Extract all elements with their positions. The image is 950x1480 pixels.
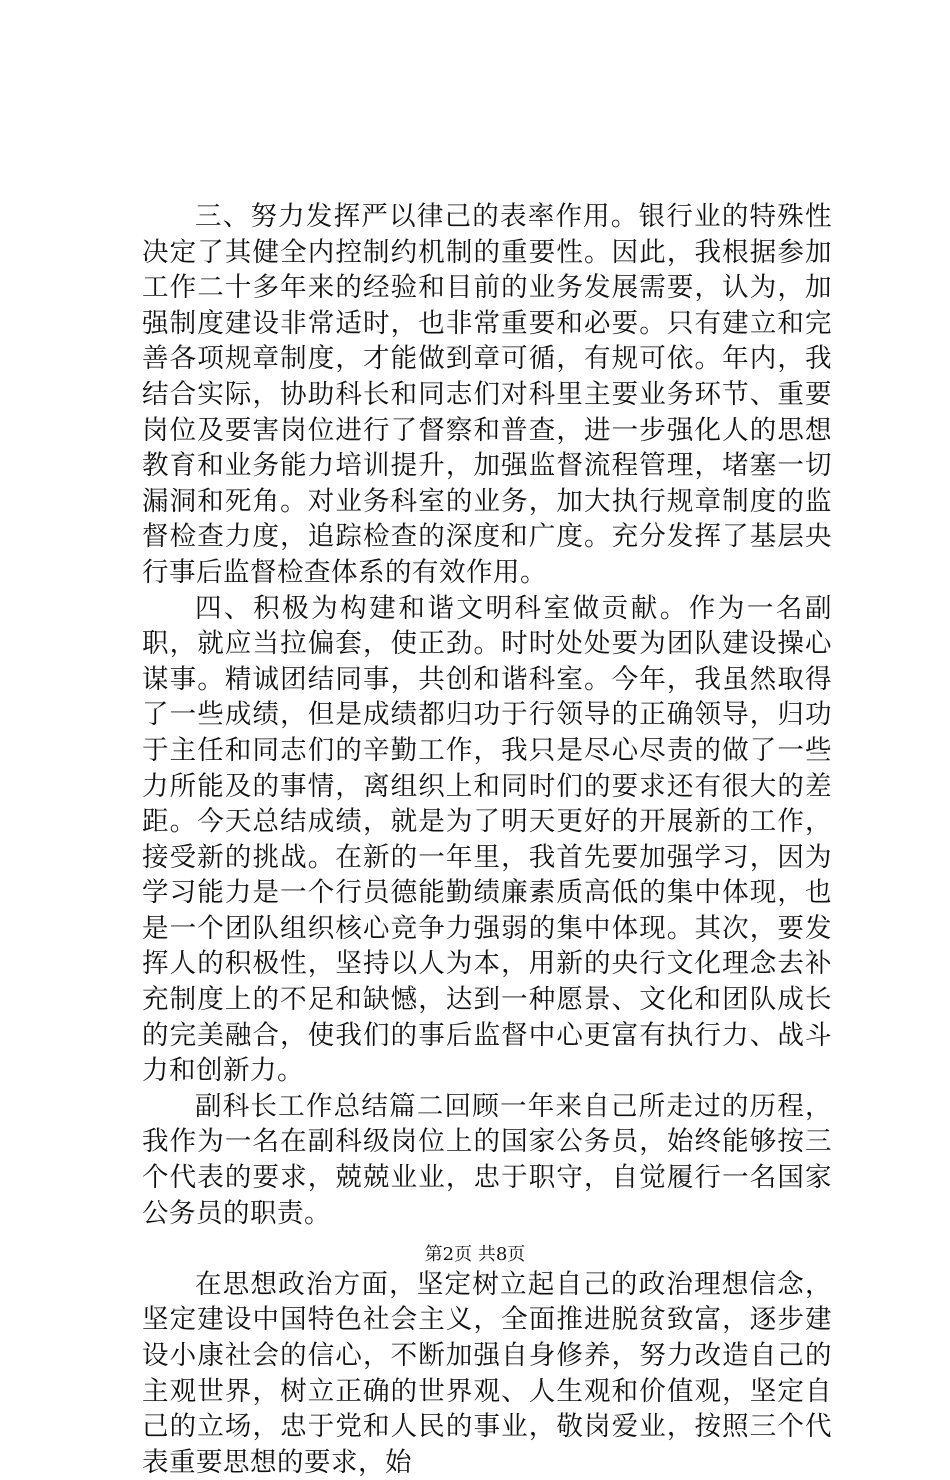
page-number-footer: 第2页 共8页	[424, 1244, 526, 1265]
paragraph-3: 三、努力发挥严以律己的表率作用。银行业的特殊性决定了其健全内控制约机制的重要性。因此，我根据参加工作二十多年来的经验和目前的业务发展需要，认为，加强制度建设非常适时，也非常重要和必要。只有建立和完善各项规章制度，才能做到章可循，有规可依。年内，我结合实际，协助科长和同志们对科里主要业务环节、重要岗位及要害岗位进行了督察和普查，进一步强化人的思想教育和业务能力培训提升，加强监督流程管理，堵塞一切漏洞和死角。对业务科室的业务，加大执行规章制度的监督检查力度，追踪检查的深度和广度。充分发挥了基层央行事后监督检查体系的有效作用。	[142, 201, 832, 588]
paragraph-4: 四、积极为构建和谐文明科室做贡献。作为一名副职，就应当拉偏套，使正劲。时时处处要为团队建设操心谋事。精诚团结同事，共创和谐科室。今年，我虽然取得了一些成绩，但是成绩都归功于行领导的正确领导，归功于主任和同志们的辛勤工作，我只是尽心尽责的做了一些力所能及的事情，离组织上和同时们的要求还有很大的差距。今天总结成绩，就是为了明天更好的开展新的工作，接受新的挑战。在新的一年里，我首先要加强学习，因为学习能力是一个行员德能勤绩廉素质高低的集中体现，也是一个团队组织核心竞争力强弱的集中体现。其次，要发挥人的积极性，坚持以人为本，用新的央行文化理念去补充制度上的不足和缺憾，达到一种愿景、文化和团队成长的完美融合，使我们的事后监督中心更富有执行力、战斗力和创新力。	[142, 592, 832, 1087]
document-body	[142, 199, 832, 1480]
paragraph-political: 在思想政治方面，坚定树立起自己的政治理想信念，坚定建设中国特色社会主义，全面推进脱贫致富，逐步建设小康社会的信心，不断加强自身修养，努力改造自己的主观世界，树立正确的世界观、人生观和价值观，坚定自己的立场，忠于党和人民的事业，敬岗爱业，按照三个代表重要思想的要求，始	[142, 1268, 832, 1478]
paragraph-summary-2: 副科长工作总结篇二回顾一年来自己所走过的历程，我作为一名在副科级岗位上的国家公务员，始终能够按三个代表的要求，兢兢业业，忠于职守，自觉履行一名国家公务员的职责。	[142, 1090, 832, 1229]
